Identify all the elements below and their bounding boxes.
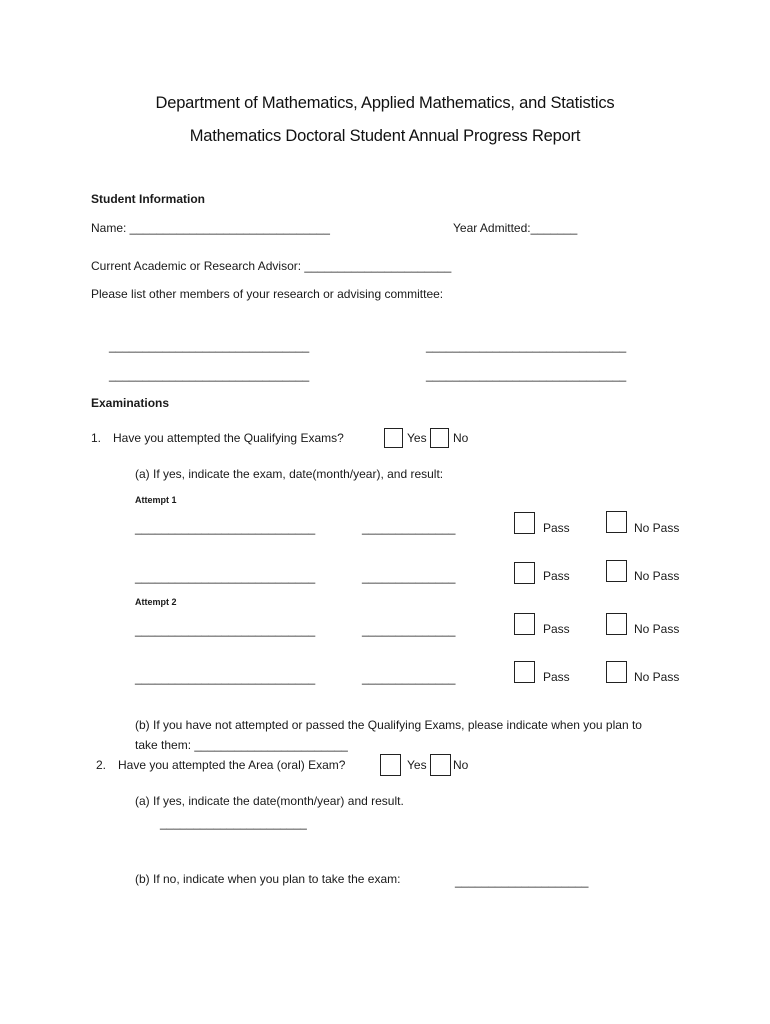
q1-no-label: No (453, 431, 469, 445)
attempt-2-label: Attempt 2 (135, 597, 177, 607)
q1b-plan-field[interactable]: take them: _______________________ (135, 738, 348, 752)
year-admitted-field[interactable]: Year Admitted:_______ (453, 221, 578, 235)
q2-number: 2. (96, 758, 107, 772)
attempt1-date-line-1[interactable]: ______________ (362, 521, 456, 535)
q1-yes-label: Yes (407, 431, 427, 445)
advisor-field[interactable]: Current Academic or Research Advisor: ______________________ (91, 259, 452, 273)
committee-line-1[interactable]: ______________________________ (109, 339, 310, 353)
attempt2-nopass-checkbox-1[interactable] (606, 613, 627, 635)
committee-line-4[interactable]: ______________________________ (426, 368, 627, 382)
q2-text: Have you attempted the Area (oral) Exam? (118, 758, 346, 772)
attempt2-pass-checkbox-1[interactable] (514, 613, 535, 635)
q1a-text: (a) If yes, indicate the exam, date(month/year), and result: (135, 467, 444, 481)
q2b-text: (b) If no, indicate when you plan to take the exam: (135, 872, 401, 886)
attempt2-pass-label-1: Pass (543, 622, 570, 636)
attempt1-nopass-label-2: No Pass (634, 569, 680, 583)
committee-line-3[interactable]: ______________________________ (109, 368, 310, 382)
attempt1-nopass-checkbox-1[interactable] (606, 511, 627, 533)
committee-line-2[interactable]: ______________________________ (426, 339, 627, 353)
name-field[interactable]: Name: ______________________________ (91, 221, 330, 235)
attempt1-pass-checkbox-2[interactable] (514, 562, 535, 584)
attempt2-exam-line-1[interactable]: ___________________________ (135, 623, 316, 637)
q2-no-label: No (453, 758, 469, 772)
attempt2-pass-label-2: Pass (543, 670, 570, 684)
examinations-heading: Examinations (91, 396, 170, 410)
q1-yes-checkbox[interactable] (384, 428, 403, 448)
attempt2-exam-line-2[interactable]: ___________________________ (135, 671, 316, 685)
attempt2-nopass-label-1: No Pass (634, 622, 680, 636)
attempt2-pass-checkbox-2[interactable] (514, 661, 535, 683)
attempt1-nopass-label-1: No Pass (634, 521, 680, 535)
q2-yes-checkbox[interactable] (380, 754, 401, 776)
attempt1-exam-line-2[interactable]: ___________________________ (135, 570, 316, 584)
q2-no-checkbox[interactable] (430, 754, 451, 776)
q1-no-checkbox[interactable] (430, 428, 449, 448)
committee-prompt: Please list other members of your research or advising committee: (91, 287, 444, 301)
q2a-text: (a) If yes, indicate the date(month/year) and result. (135, 794, 404, 808)
attempt2-date-line-1[interactable]: ______________ (362, 623, 456, 637)
attempt1-exam-line-1[interactable]: ___________________________ (135, 521, 316, 535)
q2a-line[interactable]: ______________________ (160, 816, 307, 830)
report-title: Mathematics Doctoral Student Annual Progress Report (189, 127, 581, 145)
q1-number: 1. (91, 431, 102, 445)
q2b-line[interactable]: ____________________ (455, 874, 589, 888)
attempt2-nopass-label-2: No Pass (634, 670, 680, 684)
attempt2-date-line-2[interactable]: ______________ (362, 671, 456, 685)
attempt1-pass-label-2: Pass (543, 569, 570, 583)
attempt1-pass-checkbox-1[interactable] (514, 512, 535, 534)
department-title: Department of Mathematics, Applied Mathematics, and Statistics (155, 94, 615, 112)
attempt-1-label: Attempt 1 (135, 495, 177, 505)
q2-yes-label: Yes (407, 758, 427, 772)
attempt1-nopass-checkbox-2[interactable] (606, 560, 627, 582)
q1b-text: (b) If you have not attempted or passed the Qualifying Exams, please indicate when you plan to (135, 718, 642, 732)
attempt1-date-line-2[interactable]: ______________ (362, 570, 456, 584)
student-info-heading: Student Information (91, 192, 205, 206)
attempt1-pass-label-1: Pass (543, 521, 570, 535)
attempt2-nopass-checkbox-2[interactable] (606, 661, 627, 683)
q1-text: Have you attempted the Qualifying Exams? (113, 431, 344, 445)
